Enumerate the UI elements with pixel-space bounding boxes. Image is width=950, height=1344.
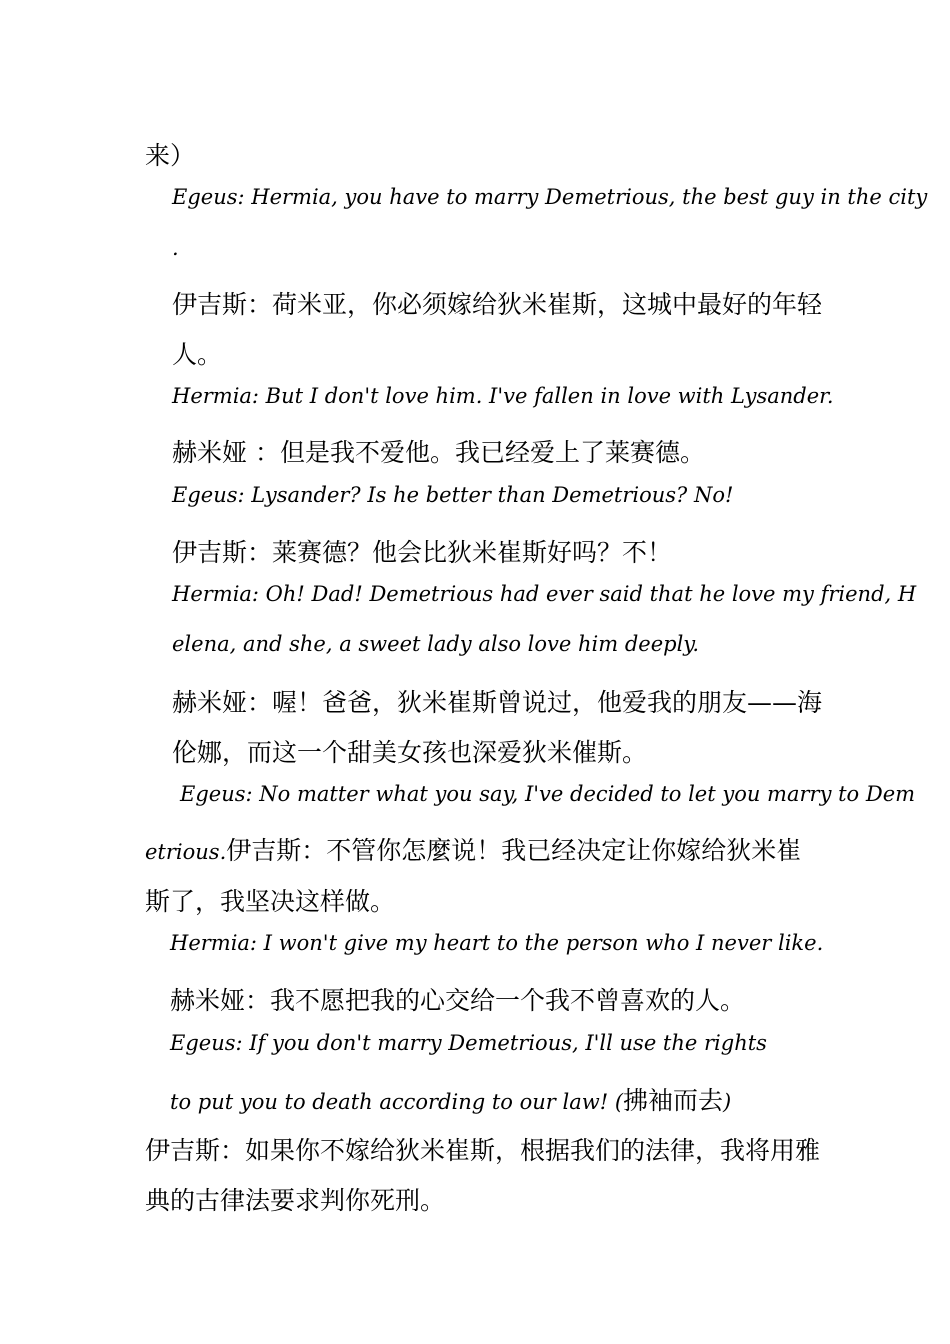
text-span-en: to put you to death according to our law! ( [170, 1090, 624, 1114]
text-line: 伊吉斯：如果你不嫁给狄米崔斯，根据我们的法律，我将用雅 [145, 1136, 821, 1165]
text-line: 伊吉斯：莱赛德？他会比狄米崔斯好吗？不！ [172, 538, 673, 567]
text-line: 斯了，我坚决这样做。 [145, 887, 396, 916]
text-line: Egeus: Hermia, you have to marry Demetrious, the best guy in the city [172, 185, 928, 209]
text-line: Egeus: Lysander? Is he better than Demetrious? No! [172, 483, 734, 507]
text-span-en: ) [723, 1090, 732, 1114]
text-line [170, 1081, 731, 1117]
text-line: 赫米娅：喔！爸爸，狄米崔斯曾说过，他爱我的朋友——海 [172, 688, 823, 717]
text-line: elena, and she, a sweet lady also love him deeply. [172, 632, 700, 656]
text-line: . [172, 236, 179, 260]
text-line: 人。 [172, 340, 223, 369]
text-line: Egeus: No matter what you say, I've decided to let you marry to Dem [180, 782, 916, 806]
text-line: Egeus: If you don't marry Demetrious, I'll use the rights [170, 1031, 767, 1055]
text-line [145, 831, 801, 867]
text-line: 来） [145, 141, 196, 170]
text-span-en: etrious. [145, 840, 227, 864]
text-line: 伦娜，而这一个甜美女孩也深爱狄米催斯。 [172, 738, 648, 767]
text-line: 伊吉斯：荷米亚，你必须嫁给狄米崔斯，这城中最好的年轻 [172, 290, 823, 319]
text-line: Hermia: But I don't love him. I've fallen in love with Lysander. [172, 384, 834, 408]
text-span-zh: 拂袖而去 [623, 1086, 724, 1115]
text-line: 典的古律法要求判你死刑。 [145, 1186, 446, 1215]
text-line: Hermia: Oh! Dad! Demetrious had ever said that he love my friend, H [172, 582, 917, 606]
text-line: 赫米娅：我不愿把我的心交给一个我不曾喜欢的人。 [170, 986, 746, 1015]
text-span-zh: 伊吉斯：不管你怎麼说！我已经决定让你嫁给狄米崔 [226, 836, 802, 865]
text-line: Hermia: I won't give my heart to the person who I never like. [170, 931, 824, 955]
text-line: 赫米娅 ：但是我不爱他。我已经爱上了莱赛德。 [172, 438, 705, 467]
